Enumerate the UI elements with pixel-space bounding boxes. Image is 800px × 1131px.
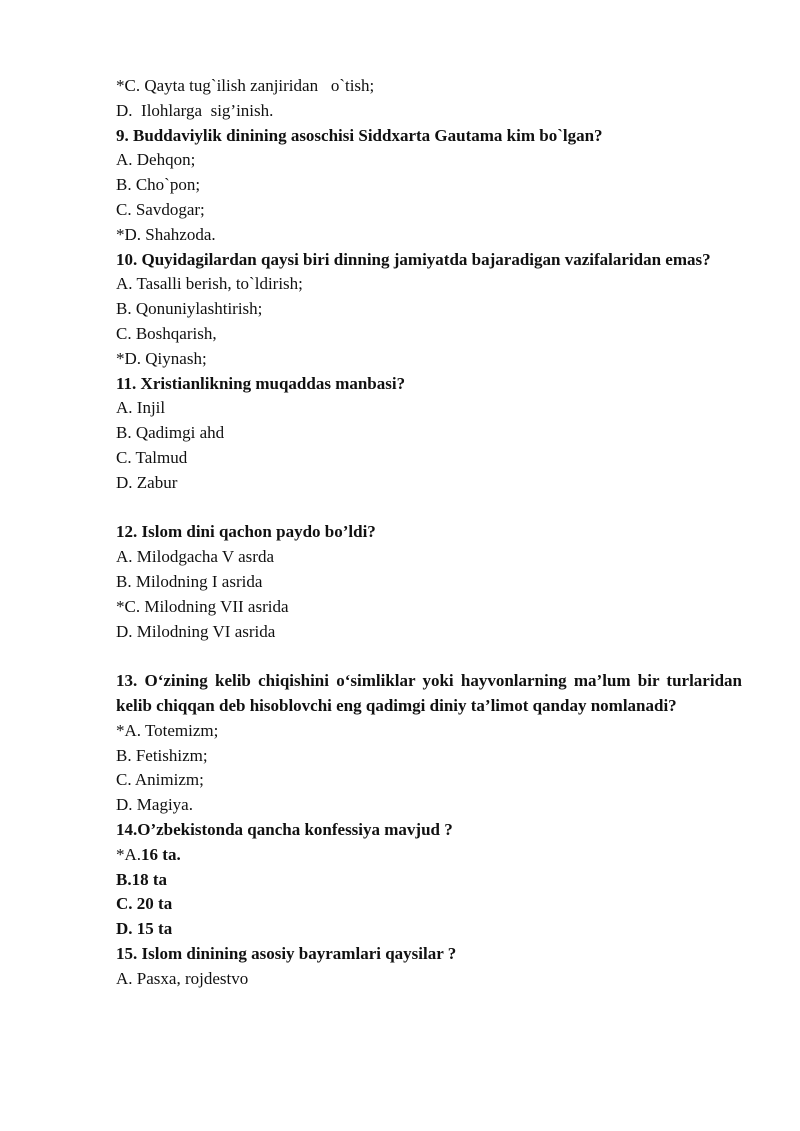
- question-14: 14.O’zbekistonda qancha konfessiya mavjud ?: [116, 819, 453, 839]
- answer-option-correct: *D. Qiynash;: [116, 348, 207, 368]
- answer-option: B. Milodning I asrida: [116, 571, 263, 591]
- answer-option: C. Animizm;: [116, 770, 204, 790]
- answer-option: D. Milodning VI asrida: [116, 621, 276, 641]
- answer-option: B. Cho`pon;: [116, 175, 201, 195]
- answer-option: A. Dehqon;: [116, 150, 196, 170]
- question-10: 10. Quyidagilardan qaysi biri dinning jamiyatda bajaradigan vazifalaridan emas?: [116, 249, 711, 269]
- answer-option: C. Talmud: [116, 447, 188, 467]
- answer-option: A. Injil: [116, 398, 166, 418]
- answer-prefix: *A.: [116, 844, 142, 864]
- answer-option: C. 20 ta: [116, 894, 173, 914]
- document-page: [116, 74, 742, 991]
- answer-option-correct: [116, 843, 742, 868]
- answer-option: D. Ilohlarga sig’inish.: [116, 100, 274, 120]
- answer-option: B. Fetishizm;: [116, 745, 208, 765]
- answer-option: C. Savdogar;: [116, 199, 205, 219]
- answer-option: B.18 ta: [116, 869, 167, 889]
- question-13: 13. O‘zining kelib chiqishini o‘simliklar yoki hayvonlarning ma’lum bir turlaridan kelib chiqqan deb hisoblovchi eng qadimgi diniy ta’limot qanday nomlanadi?: [116, 671, 742, 715]
- answer-option-correct: *D. Shahzoda.: [116, 224, 216, 244]
- answer-option: D. 15 ta: [116, 919, 173, 939]
- answer-option: C. Boshqarish,: [116, 323, 217, 343]
- question-12: 12. Islom dini qachon paydo bo’ldi?: [116, 522, 376, 542]
- answer-option: A. Pasxa, rojdestvo: [116, 968, 249, 988]
- answer-option: B. Qadimgi ahd: [116, 423, 225, 443]
- answer-option: A. Milodgacha V asrda: [116, 547, 275, 567]
- answer-option: A. Tasalli berish, to`ldirish;: [116, 274, 303, 294]
- answer-option-correct: *A. Totemizm;: [116, 720, 219, 740]
- question-9: 9. Buddaviylik dinining asoschisi Siddxarta Gautama kim bo`lgan?: [116, 125, 603, 145]
- answer-text: 16 ta.: [141, 844, 181, 864]
- answer-option: D. Zabur: [116, 472, 178, 492]
- spacer: [116, 644, 742, 669]
- spacer: [116, 496, 742, 521]
- answer-option: B. Qonuniylashtirish;: [116, 299, 263, 319]
- question-11: 11. Xristianlikning muqaddas manbasi?: [116, 373, 406, 393]
- question-15: 15. Islom dinining asosiy bayramlari qaysilar ?: [116, 943, 457, 963]
- answer-option-correct: *C. Milodning VII asrida: [116, 596, 289, 616]
- answer-option: D. Magiya.: [116, 795, 193, 815]
- answer-option: *C. Qayta tug`ilish zanjiridan o`tish;: [116, 76, 375, 95]
